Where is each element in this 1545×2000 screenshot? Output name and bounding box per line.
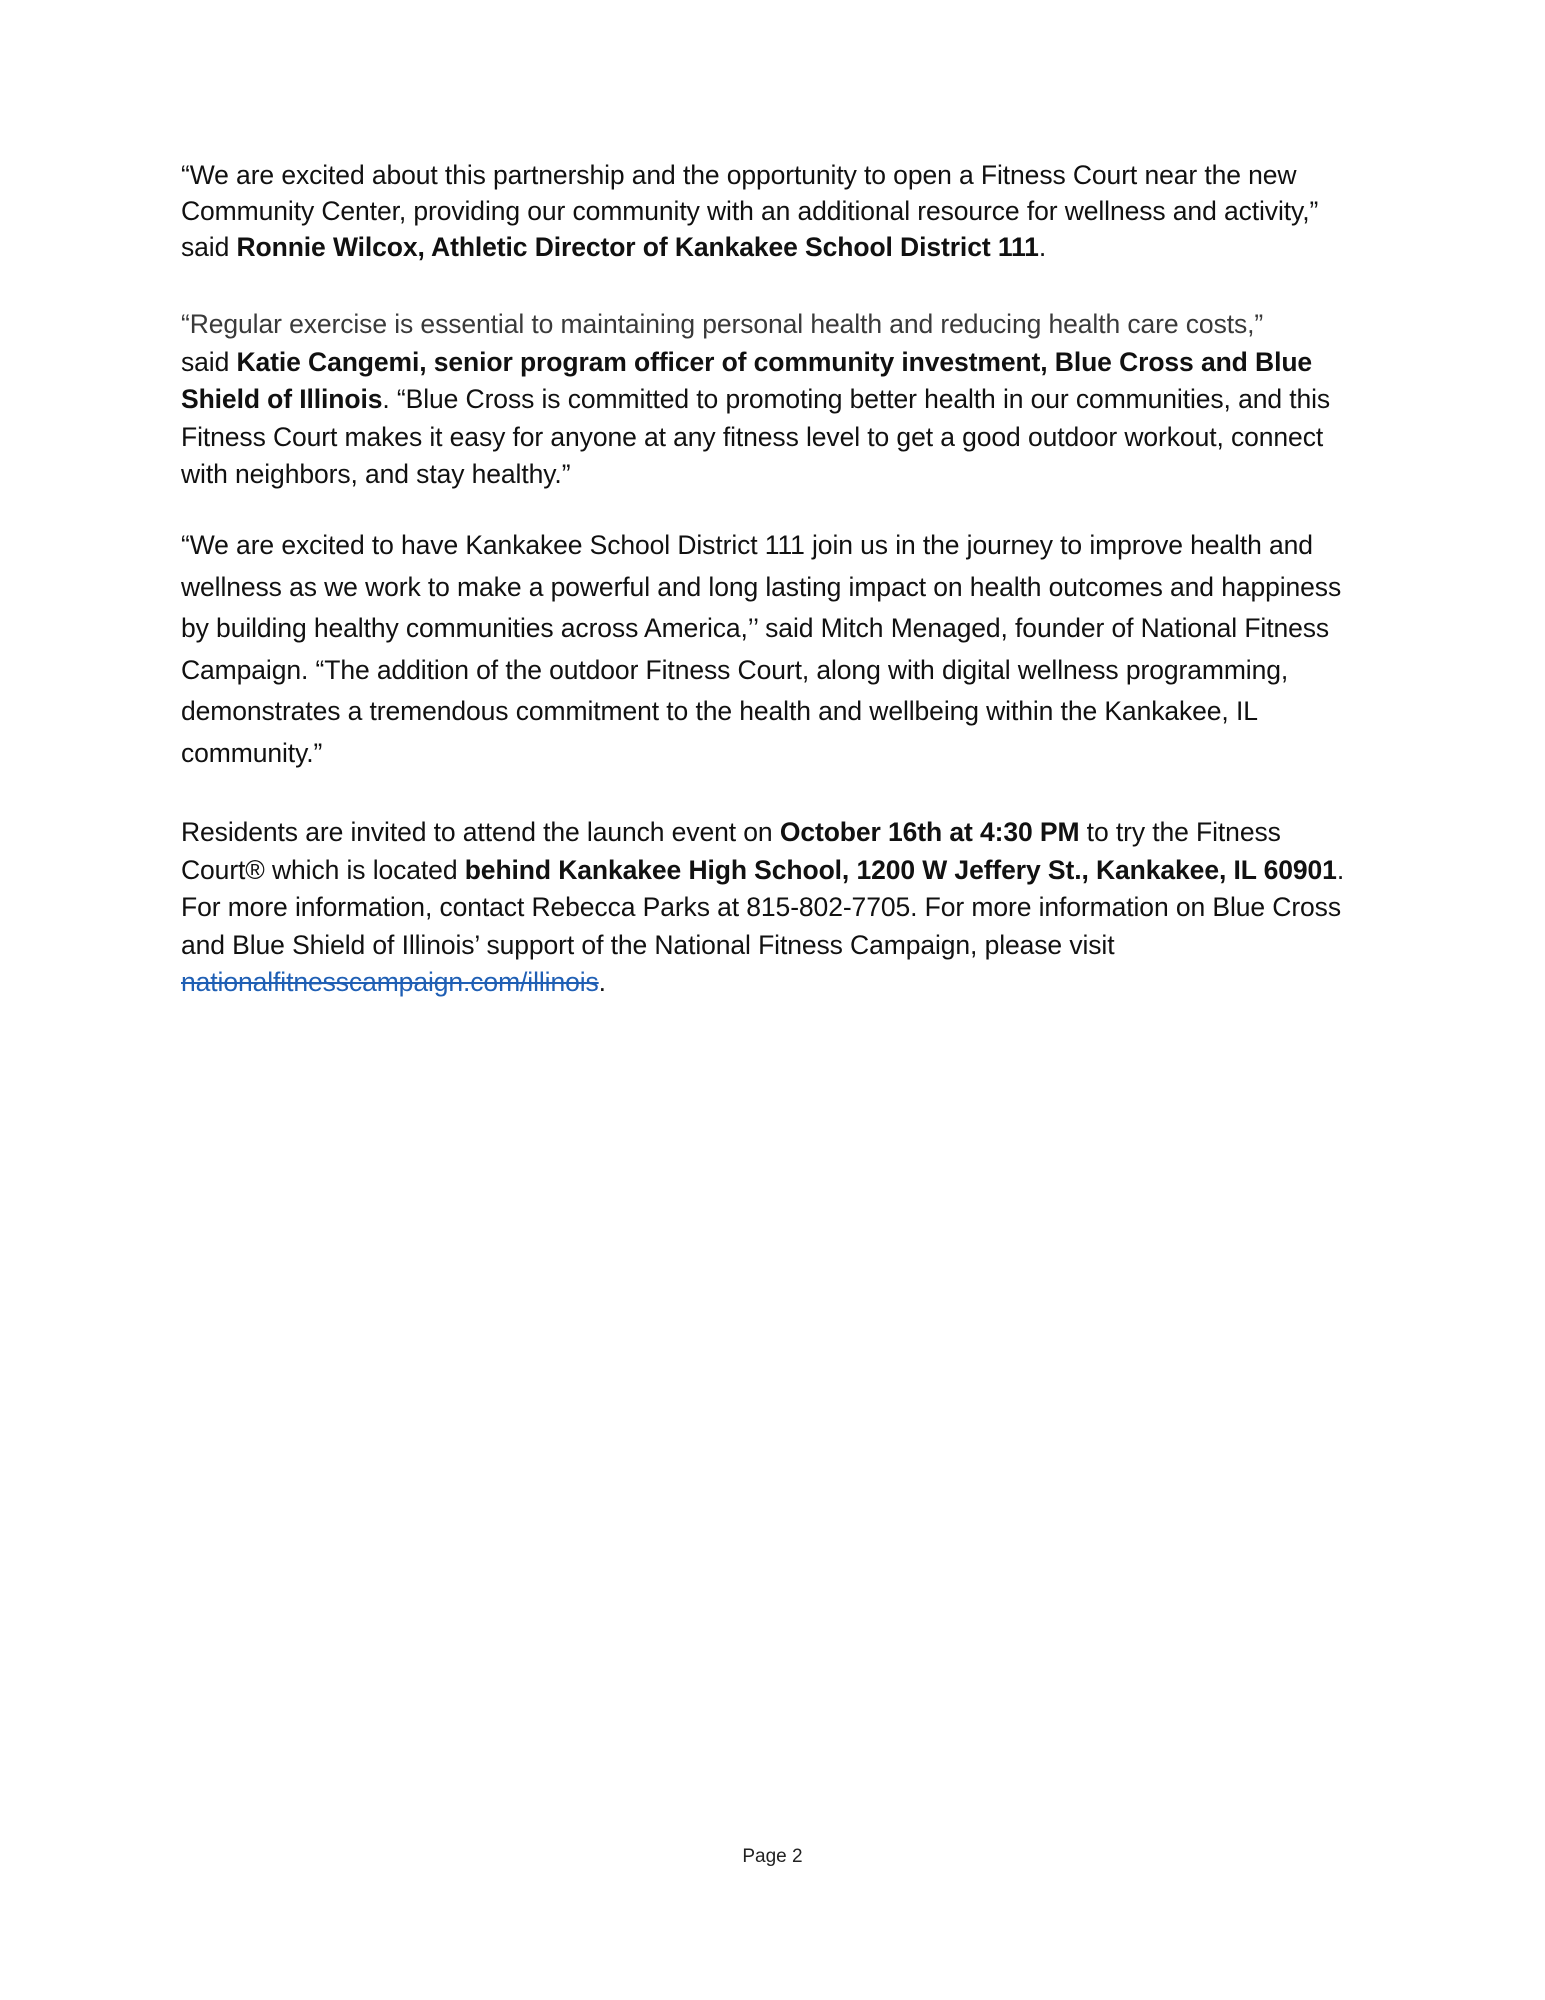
page-number: Page 2 xyxy=(742,1846,803,1867)
quote-text: “We are excited to have Kankakee School District 111 join us in the journey to improve health and wellness as we work to make a powerful and long lasting impact on health outcomes and happiness by building healthy communities across America,’’ said Mitch Menaged, founder of National Fitness Campaign. “The addition of the outdoor Fitness Court, along with digital wellness programming, demonstrates a tremendous commitment to the health and wellbeing within the Kankakee, IL community.” xyxy=(181,530,1342,768)
event-text: to try the Fitness Court® which is located xyxy=(181,817,1281,885)
speaker-name: Ronnie Wilcox, Athletic Director of Kankakee School District 111 xyxy=(236,232,1039,262)
paragraph-launch-event xyxy=(181,814,1366,1002)
quote-text: . “Blue Cross is committed to promoting better health in our communities, and this Fitness Court makes it easy for anyone at any fitness level to get a good outdoor workout, connect with neighbors, and stay healthy.” xyxy=(181,384,1331,489)
paragraph-menaged-quote xyxy=(181,525,1366,774)
period: . xyxy=(1038,232,1047,262)
quote-text: “We are excited about this partnership and the opportunity to open a Fitness Court near the new Community Center, providing our community with an additional resource for wellness and activity,” said xyxy=(181,160,1319,262)
speaker-name: Katie Cangemi, senior program officer of community investment, Blue Cross and Blue Shield of Illinois xyxy=(181,346,1313,414)
quote-line: “Regular exercise is essential to maintaining personal health and reducing health care costs,” xyxy=(181,309,1264,339)
contact-text: . For more information, contact Rebecca Parks at 815-802-7705. For more information on Blue Cross and Blue Shield of Illinois’ support of the National Fitness Campaign, please visit xyxy=(181,854,1345,960)
paragraph-wilcox-quote xyxy=(181,157,1366,265)
event-datetime: October 16th at 4:30 PM xyxy=(779,817,1080,847)
campaign-link[interactable]: nationalfitnesscampaign.com/illinois xyxy=(181,967,599,997)
event-location: behind Kankakee High School, 1200 W Jeffery St., Kankakee, IL 60901 xyxy=(464,854,1337,885)
period: . xyxy=(598,967,606,997)
said-text: said xyxy=(181,346,237,377)
paragraph-cangemi-quote xyxy=(181,306,1366,494)
event-text: Residents are invited to attend the launch event on xyxy=(181,817,780,847)
